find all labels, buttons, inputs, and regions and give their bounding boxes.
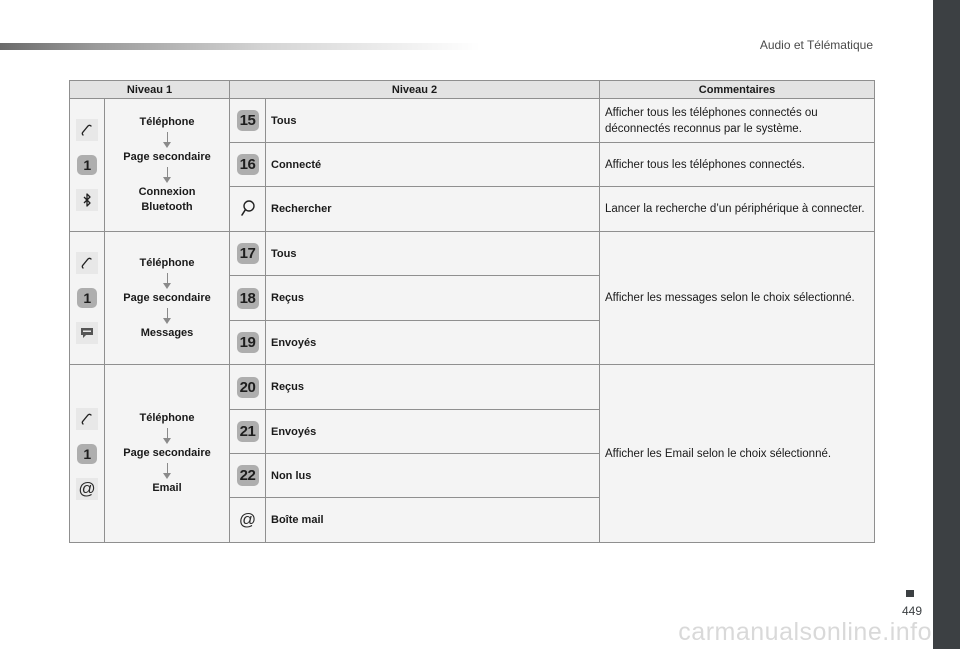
down-arrow-icon	[163, 308, 171, 324]
column-header-niveau-2: Niveau 2	[230, 81, 600, 99]
group-1-icons	[70, 99, 105, 232]
table-row	[70, 99, 875, 143]
bluetooth-icon	[76, 189, 98, 211]
group-1-flow	[105, 99, 230, 232]
number-badge-18: 18	[237, 288, 259, 309]
row-label-envoyes: Envoyés	[266, 321, 600, 365]
group-3-flow	[105, 365, 230, 543]
row-label-envoyes: Envoyés	[266, 410, 600, 454]
number-badge-15: 15	[237, 110, 259, 131]
flow-step-telephone: Téléphone	[139, 116, 195, 128]
header-gradient-band	[0, 43, 480, 50]
row-label-tous: Tous	[266, 99, 600, 143]
down-arrow-icon	[163, 167, 171, 183]
menu-table	[69, 80, 875, 543]
page-header-title: Audio et Télématique	[759, 38, 873, 52]
chapter-side-bar	[933, 0, 960, 649]
group-3-comment: Afficher les Email selon le choix sélectionné.	[600, 365, 875, 543]
row-label-recus: Reçus	[266, 276, 600, 321]
row-comment: Afficher tous les téléphones connectés ou déconnectés reconnus par le système.	[600, 99, 875, 143]
flow-step-telephone: Téléphone	[139, 412, 195, 424]
row-label-tous: Tous	[266, 232, 600, 276]
flow-step-page-secondaire: Page secondaire	[123, 151, 211, 163]
flow-step-messages: Messages	[140, 326, 194, 339]
group-2-icons	[70, 232, 105, 365]
row-comment: Lancer la recherche d’un périphérique à connecter.	[600, 187, 875, 232]
row-label-non-lus: Non lus	[266, 454, 600, 498]
column-header-niveau-1: Niveau 1	[70, 81, 230, 99]
group-2-comment: Afficher les messages selon le choix sélectionné.	[600, 232, 875, 365]
number-badge-16: 16	[237, 154, 259, 175]
number-badge-19: 19	[237, 332, 259, 353]
number-badge-20: 20	[237, 377, 259, 398]
number-badge-21: 21	[237, 421, 259, 442]
email-icon: @	[76, 478, 98, 500]
row-label-recus: Reçus	[266, 365, 600, 410]
flow-step-page-secondaire: Page secondaire	[123, 291, 211, 304]
watermark: carmanualsonline.info	[678, 618, 932, 646]
group-3-icons	[70, 365, 105, 543]
sms-icon	[76, 322, 98, 344]
number-badge-17: 17	[237, 243, 259, 264]
table-header-row	[70, 81, 875, 99]
down-arrow-icon	[163, 132, 171, 148]
phone-icon	[76, 119, 98, 141]
number-badge-1: 1	[77, 444, 97, 464]
flow-step-page-secondaire: Page secondaire	[123, 447, 211, 459]
row-label-rechercher: Rechercher	[266, 187, 600, 232]
table-row	[70, 232, 875, 276]
group-2-flow	[105, 232, 230, 365]
email-icon: @	[238, 510, 257, 529]
number-badge-1: 1	[77, 155, 97, 175]
phone-icon	[76, 408, 98, 430]
page-number: 449	[901, 604, 922, 618]
number-badge-1: 1	[77, 288, 97, 308]
down-arrow-icon	[163, 428, 171, 444]
phone-icon	[76, 252, 98, 274]
row-label-connecte: Connecté	[266, 143, 600, 187]
column-header-commentaires: Commentaires	[600, 81, 875, 99]
flow-step-email: Email	[152, 482, 182, 494]
row-label-boite-mail: Boîte mail	[266, 498, 600, 543]
number-badge-22: 22	[237, 465, 259, 486]
flow-step-telephone: Téléphone	[139, 256, 195, 269]
flow-step-connexion-bluetooth: Connexion Bluetooth	[138, 186, 196, 213]
down-arrow-icon	[163, 463, 171, 479]
search-icon	[240, 199, 256, 217]
table-row	[70, 365, 875, 410]
page-marker	[906, 590, 914, 597]
row-comment: Afficher tous les téléphones connectés.	[600, 143, 875, 187]
down-arrow-icon	[163, 273, 171, 289]
